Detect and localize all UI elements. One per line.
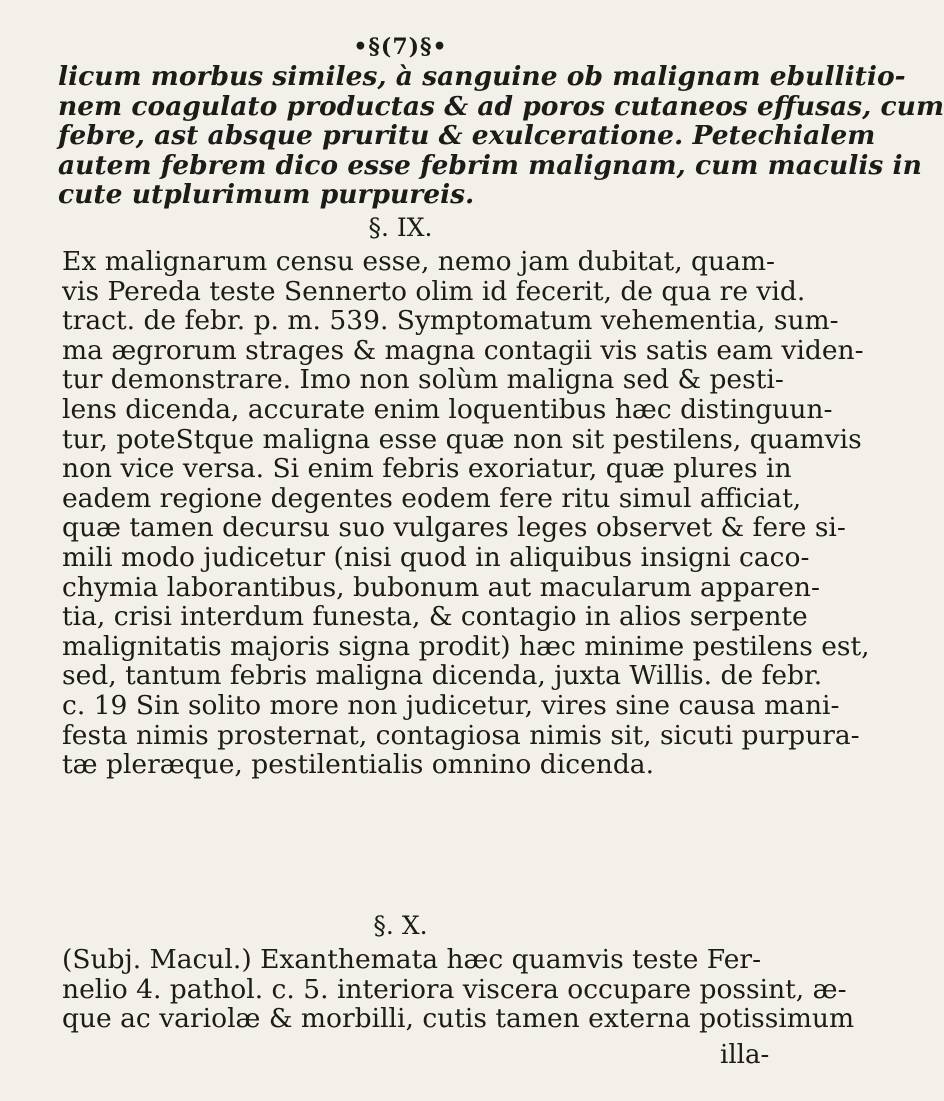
body-line: Ex malignarum censu esse, nemo jam dubitat, quam- [62, 246, 775, 277]
body-line: nelio 4. pathol. c. 5. interiora viscera occupare possint, æ- [62, 973, 847, 1005]
body-line: malignitatis majoris signa prodit) hæc minime pestilens est, [62, 630, 870, 662]
intro-line: cute utplurimum purpureis. [58, 179, 475, 211]
body-line: mili modo judicetur (nisi quod in aliquibus insigni caco- [62, 541, 810, 573]
body-line: tur demonstrare. Imo non solùm maligna sed & pesti- [62, 364, 784, 396]
intro-paragraph [58, 61, 944, 211]
body-line: sed, tantum febris maligna dicenda, juxta Willis. de febr. [62, 660, 823, 692]
body-line: quæ tamen decursu suo vulgares leges observet & fere si- [62, 512, 846, 544]
section-x-body [62, 944, 855, 1035]
intro-line: nem coagulato productas & ad poros cutaneos effusas, cum [58, 90, 944, 122]
section-heading-x: §. X. [373, 911, 428, 940]
body-line: c. 19 Sin solito more non judicetur, vires sine causa mani- [62, 689, 840, 721]
body-line: lens dicenda, accurate enim loquentibus hæc distinguun- [62, 393, 833, 425]
intro-line: febre, ast absque pruritu & exulceratione. Petechialem [58, 120, 876, 152]
body-line: tur, poteStque maligna esse quæ non sit pestilens, quamvis [62, 423, 862, 455]
body-line: non vice versa. Si enim febris exoriatur, quæ plures in [62, 453, 792, 485]
body-line: tia, crisi interdum funesta, & contagio in alios serpente [62, 601, 808, 633]
body-line: chymia laborantibus, bubonum aut macularum apparen- [62, 571, 820, 603]
body-line: (Subj. Macul.) Exanthemata hæc quamvis teste Fer- [62, 944, 762, 975]
body-line: que ac variolæ & morbilli, cutis tamen externa potissimum [62, 1003, 855, 1035]
body-line: vis Pereda teste Sennerto olim id fecerit, de qua re vid. [62, 275, 806, 307]
intro-line: licum morbus similes, à sanguine ob malignam ebullitio- [58, 61, 906, 92]
section-heading-ix: §. IX. [368, 213, 433, 242]
body-line: ma ægrorum strages & magna contagii vis satis eam viden- [62, 334, 864, 366]
section-ix-body [62, 246, 870, 781]
intro-line: autem febrem dico esse febrim malignam, cum maculis in [58, 149, 922, 181]
page-header: •§(7)§• [353, 34, 448, 60]
body-line: festa nimis prosternat, contagiosa nimis sit, sicuti purpura- [62, 719, 860, 751]
body-line: tract. de febr. p. m. 539. Symptomatum vehementia, sum- [62, 305, 839, 337]
body-line: tæ pleræque, pestilentialis omnino dicenda. [62, 749, 655, 781]
catchword: illa- [720, 1040, 770, 1070]
body-line: eadem regione degentes eodem fere ritu simul afficiat, [62, 482, 802, 514]
